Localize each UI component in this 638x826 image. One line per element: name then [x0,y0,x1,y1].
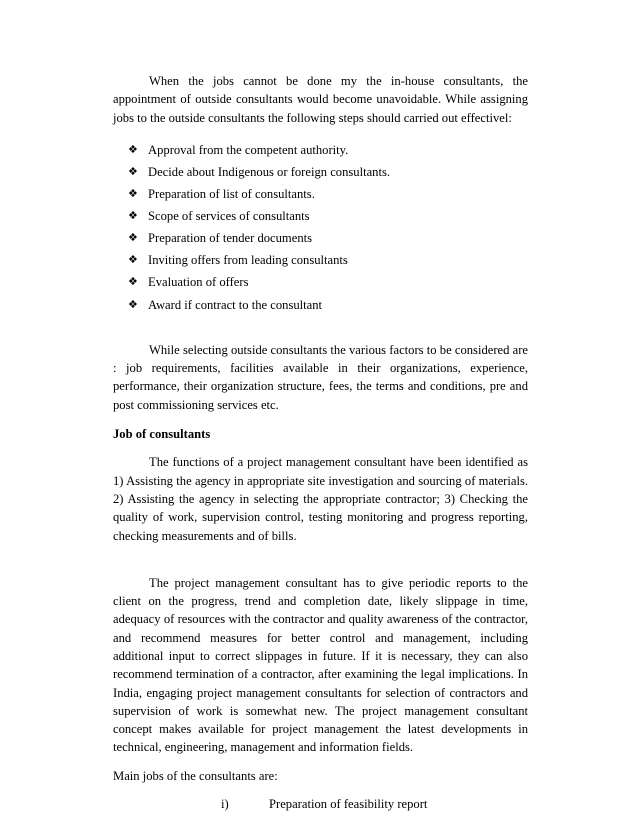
list-item: ❖ Evaluation of offers [128,273,528,291]
functions-paragraph: The functions of a project management consultant have been identified as 1) Assisting the agency in appropriate site investigation and sourcing of materials. 2) Assisting the agency in selecting the appropriate contractor; 3) Checking the quality of work, supervision control, testing monitoring and progress reporting, checking measurements and of bills. [113,455,528,543]
list-item: ❖ Preparation of list of consultants. [128,185,528,203]
diamond-bullet-icon: ❖ [128,275,138,289]
diamond-bullet-icon: ❖ [128,142,138,156]
diamond-bullet-icon: ❖ [128,187,138,201]
diamond-bullet-icon: ❖ [128,297,138,311]
list-item: ❖ Inviting offers from leading consultants [128,251,528,269]
diamond-bullet-icon: ❖ [128,164,138,178]
steps-list [113,141,528,314]
diamond-bullet-icon: ❖ [128,209,138,223]
intro-paragraph: When the jobs cannot be done my the in-house consultants, the appointment of outside consultants would become unavoidable. While assigning jobs to the outside consultants the following steps should carried out effectivel: [113,74,528,125]
list-item: ❖ Decide about Indigenous or foreign consultants. [128,163,528,181]
section-heading: Job of consultants [113,427,211,442]
diamond-bullet-icon: ❖ [128,231,138,245]
list-item: ❖ Approval from the competent authority. [128,141,528,159]
list-item: ❖ Preparation of tender documents [128,229,528,247]
reports-paragraph: The project management consultant has to give periodic reports to the client on the progress, trend and completion date, likely slippage in time, adequacy of resources with the contractor and quality awareness of the contractor, and recommend measures for better control and management, including additional input to correct slippages in future. If it is necessary, they can also recommend termination of a contractor, after examining the legal implications. In India, engaging project management consultants for selection of contractors and supervision of work is somewhat new. The project management consultant concept makes available for project management the latest developments in technical, engineering, management and information fields. [113,575,528,755]
diamond-bullet-icon: ❖ [128,253,138,267]
item-text: Preparation of feasibility report [269,797,428,812]
main-jobs-label: Main jobs of the consultants are: [113,768,278,783]
main-jobs-item [113,795,528,813]
factors-paragraph: While selecting outside consultants the various factors to be considered are : job requirements, facilities available in their organizations, experience, performance, their organization structure, fees, the terms and conditions, pre and post commissioning services etc. [113,342,528,412]
list-item: ❖ Scope of services of consultants [128,207,528,225]
list-item: ❖ Award if contract to the consultant [128,296,528,314]
item-number: i) [221,797,229,812]
